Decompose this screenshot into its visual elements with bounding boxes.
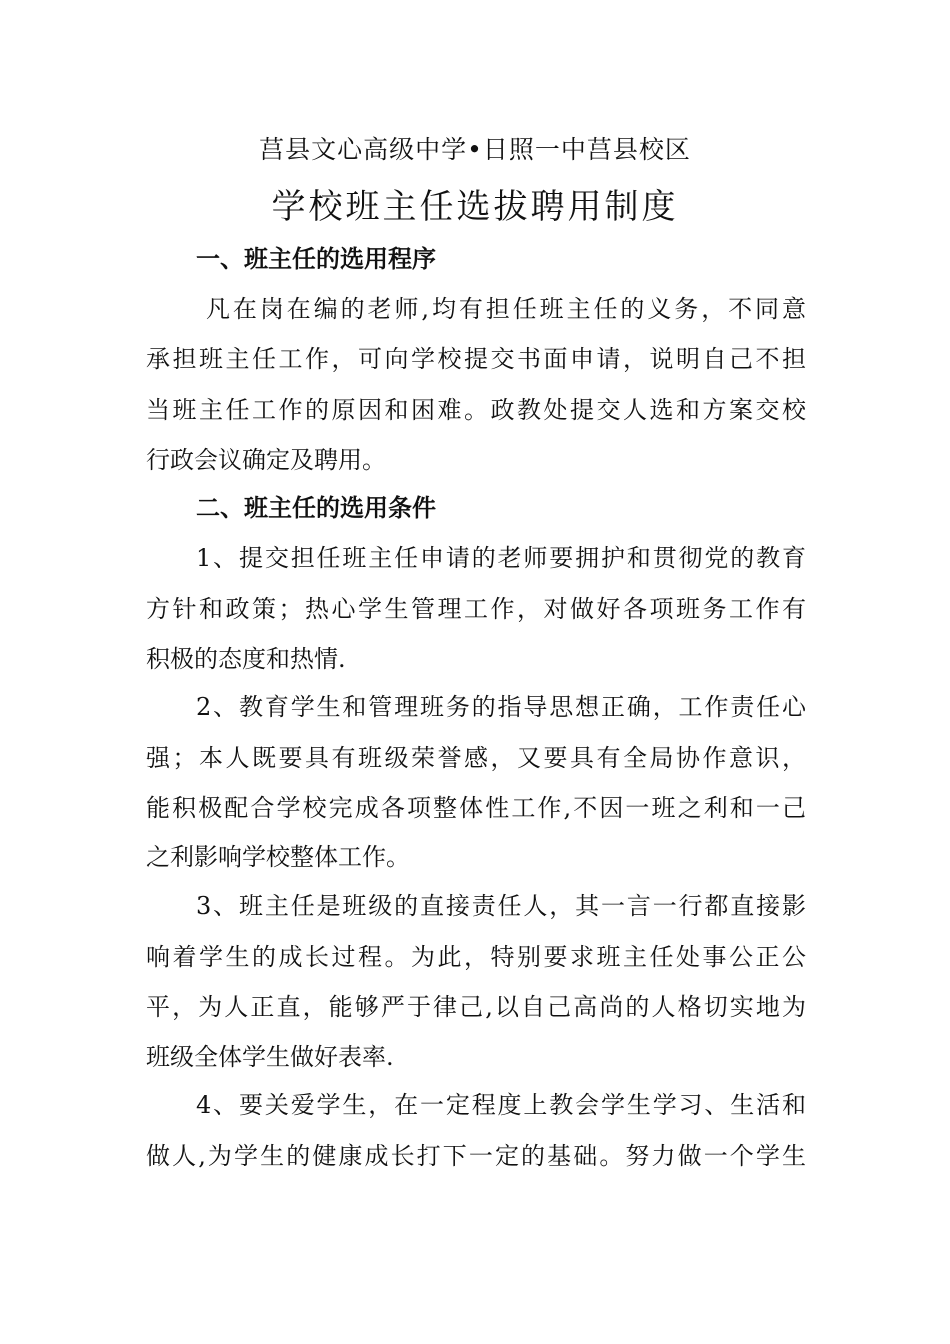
paragraph-line: 2、教育学生和管理班务的指导思想正确，工作责任心	[196, 693, 806, 721]
paragraph-line: 积极的态度和热情.	[146, 645, 346, 673]
paragraph-line: 能积极配合学校完成各项整体性工作,不因一班之利和一己	[146, 794, 806, 822]
section-heading-selection-conditions: 二、班主任的选用条件	[196, 494, 436, 522]
school-name-subtitle: 莒县文心高级中学•日照一中莒县校区	[259, 135, 691, 164]
section-heading-selection-procedure: 一、班主任的选用程序	[196, 245, 436, 273]
paragraph-line: 之利影响学校整体工作。	[146, 843, 410, 871]
paragraph-line: 当班主任工作的原因和困难。政教处提交人选和方案交校	[146, 396, 806, 424]
document-title: 学校班主任选拔聘用制度	[271, 187, 679, 227]
paragraph-line: 凡在岗在编的老师,均有担任班主任的义务，不同意	[206, 295, 806, 323]
paragraph-line: 1、提交担任班主任申请的老师要拥护和贯彻党的教育	[196, 544, 806, 572]
paragraph-line: 做人,为学生的健康成长打下一定的基础。努力做一个学生	[146, 1142, 806, 1170]
paragraph-line: 3、班主任是班级的直接责任人，其一言一行都直接影	[196, 892, 806, 920]
paragraph-line: 承担班主任工作，可向学校提交书面申请，说明自己不担	[146, 345, 806, 373]
paragraph-line: 方针和政策；热心学生管理工作，对做好各项班务工作有	[146, 595, 806, 623]
paragraph-line: 强；本人既要具有班级荣誉感，又要具有全局协作意识，	[146, 744, 806, 772]
paragraph-line: 平，为人正直，能够严于律己,以自己高尚的人格切实地为	[146, 993, 806, 1021]
paragraph-line: 班级全体学生做好表率.	[146, 1043, 394, 1071]
paragraph-line: 响着学生的成长过程。为此，特别要求班主任处事公正公	[146, 943, 806, 971]
paragraph-line: 行政会议确定及聘用。	[146, 446, 386, 474]
paragraph-line: 4、要关爱学生，在一定程度上教会学生学习、生活和	[196, 1091, 806, 1119]
